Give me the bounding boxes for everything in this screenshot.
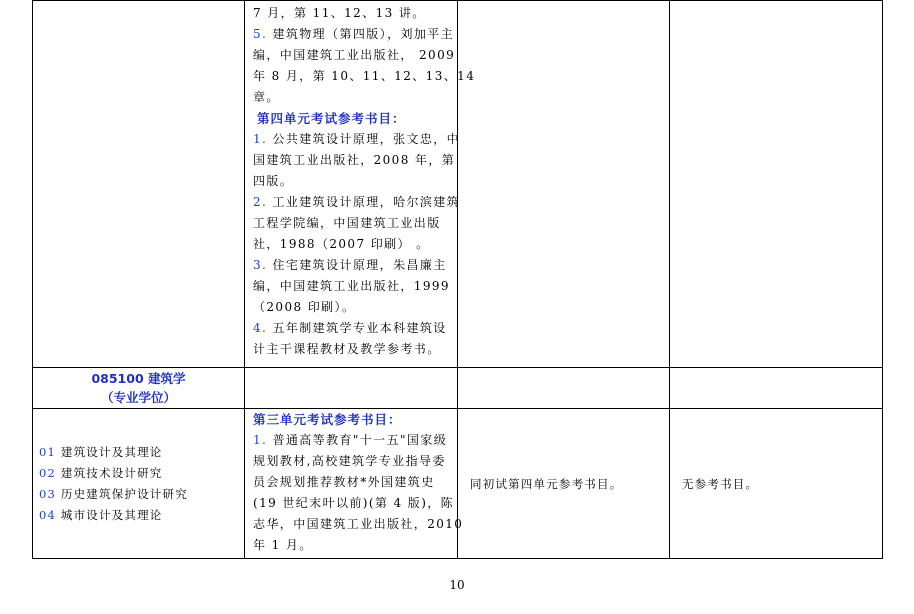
text-line: 工程学院编，中国建筑工业出版 bbox=[253, 216, 441, 230]
text-line: 建筑物理（第四版），刘加平主 bbox=[267, 27, 455, 41]
book-item bbox=[253, 129, 461, 150]
text-line: 公共建筑设计原理，张文忠，中 bbox=[267, 132, 461, 146]
book-item bbox=[253, 318, 451, 339]
text-line: 规划教材,高校建筑学专业指导委 bbox=[253, 454, 446, 468]
direction-code: 01 bbox=[39, 444, 57, 459]
text-line: 年 8 月，第 10、11、12、13、14 bbox=[253, 69, 476, 83]
reference-books-table bbox=[32, 0, 883, 559]
direction-code: 02 bbox=[39, 465, 57, 480]
direction-code: 04 bbox=[39, 507, 57, 522]
major-code-name: 085100 建筑学 bbox=[91, 371, 186, 386]
text-line: 编，中国建筑工业出版社， 2009 bbox=[253, 48, 456, 62]
text-line: 编，中国建筑工业出版社，1999 bbox=[253, 279, 450, 293]
text-line: （2008 印刷）。 bbox=[253, 300, 356, 314]
text-line: 计主干课程教材及教学参考书。 bbox=[253, 342, 441, 356]
direction-name: 城市设计及其理论 bbox=[56, 507, 163, 522]
empty-cell bbox=[670, 368, 883, 409]
retest-note: 同初试第四单元参考书目。 bbox=[470, 476, 623, 491]
empty-cell bbox=[245, 368, 458, 409]
item-number: 4. bbox=[253, 321, 268, 335]
unit-4-heading: 第四单元考试参考书目： bbox=[257, 111, 406, 126]
direction-code: 03 bbox=[39, 486, 57, 501]
book-item bbox=[253, 192, 461, 213]
text-line: 住宅建筑设计原理，朱昌廉主 bbox=[267, 258, 447, 272]
equivalent-reference-cell-empty bbox=[670, 1, 883, 368]
direction-cell-empty bbox=[33, 1, 245, 368]
book-item bbox=[253, 255, 451, 276]
text-line: 7 月，第 11、12、13 讲。 bbox=[253, 6, 426, 20]
page-number: 10 bbox=[449, 578, 465, 592]
equivalent-reference-cell bbox=[670, 409, 883, 559]
item-number: 1. bbox=[253, 433, 268, 447]
item-number: 5. bbox=[253, 27, 268, 41]
table-row bbox=[33, 409, 883, 559]
text-line: 五年制建筑学专业本科建筑设 bbox=[267, 321, 447, 335]
direction-item bbox=[39, 484, 244, 505]
retest-reference-cell bbox=[458, 409, 670, 559]
book-item bbox=[253, 24, 455, 45]
direction-item bbox=[39, 505, 244, 526]
no-reference-note: 无参考书目。 bbox=[682, 476, 759, 491]
text-line: 员会规划推荐教材*外国建筑史 bbox=[253, 475, 435, 489]
retest-reference-cell-empty bbox=[458, 1, 670, 368]
exam-reference-cell bbox=[245, 1, 476, 368]
table-row bbox=[33, 368, 883, 409]
major-degree-type: （专业学位） bbox=[100, 390, 176, 405]
direction-item bbox=[39, 463, 244, 484]
research-directions-cell bbox=[33, 409, 245, 559]
text-line: 工业建筑设计原理，哈尔滨建筑 bbox=[267, 195, 461, 209]
table-row bbox=[33, 1, 883, 368]
text-line: 年 1 月。 bbox=[253, 538, 313, 552]
text-line: 章。 bbox=[253, 90, 280, 104]
book-item bbox=[253, 430, 451, 451]
empty-cell bbox=[458, 368, 670, 409]
direction-item bbox=[39, 442, 244, 463]
item-number: 1. bbox=[253, 132, 268, 146]
unit-3-heading: 第三单元考试参考书目： bbox=[253, 412, 402, 427]
item-number: 3. bbox=[253, 258, 268, 272]
text-line: 国建筑工业出版社，2008 年，第 bbox=[253, 153, 456, 167]
direction-name: 建筑技术设计研究 bbox=[56, 465, 163, 480]
direction-name: 历史建筑保护设计研究 bbox=[56, 486, 188, 501]
major-heading-cell bbox=[33, 368, 245, 409]
text-line: 志华，中国建筑工业出版社，2010 bbox=[253, 517, 464, 531]
exam-reference-cell bbox=[245, 409, 464, 559]
direction-name: 建筑设计及其理论 bbox=[56, 444, 163, 459]
text-line: (19 世纪末叶以前)(第 4 版)，陈 bbox=[253, 496, 455, 510]
item-number: 2. bbox=[253, 195, 268, 209]
text-line: 普通高等教育"十一五"国家级 bbox=[267, 433, 448, 447]
text-line: 四版。 bbox=[253, 174, 294, 188]
text-line: 社，1988（2007 印刷） 。 bbox=[253, 237, 430, 251]
